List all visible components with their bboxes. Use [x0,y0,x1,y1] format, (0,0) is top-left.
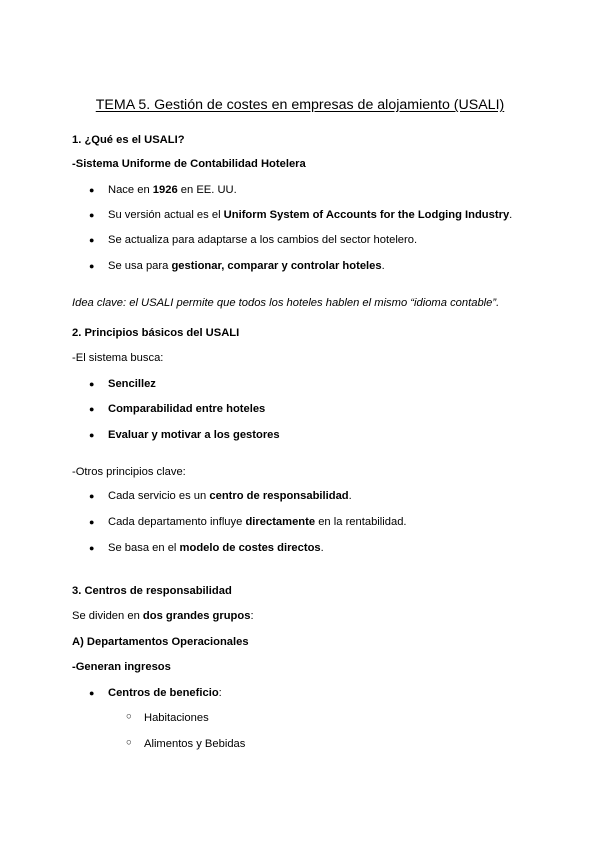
bullet-icon: ● [89,543,95,553]
group-a-heading: A) Departamentos Operacionales [72,636,249,648]
bullet-icon: ● [89,517,95,527]
bullet-icon: ● [89,430,95,440]
section-2-intro: -El sistema busca: [72,352,164,364]
list-item: ● Evaluar y motivar a los gestores [89,429,280,441]
sub-list-item: ○ Habitaciones [126,711,209,724]
section-2-heading: 2. Principios básicos del USALI [72,327,240,339]
bullet-icon: ● [89,491,95,501]
list-item: ● Se actualiza para adaptarse a los cambios del sector hotelero. [89,234,418,246]
circle-bullet-icon: ○ [126,737,132,748]
bullet-icon: ● [89,210,95,220]
generan-ingresos: -Generan ingresos [72,661,171,673]
list-item: ● Cada servicio es un centro de responsabilidad. [89,490,352,502]
key-idea-note: Idea clave: el USALI permite que todos los hoteles hablen el mismo “idioma contable”. [72,297,500,309]
bullet-icon: ● [89,379,95,389]
list-item: ● Su versión actual es el Uniform System of Accounts for the Lodging Industry. [89,209,513,221]
bullet-icon: ● [89,235,95,245]
circle-bullet-icon: ○ [126,711,132,722]
list-item: ● Comparabilidad entre hoteles [89,403,266,415]
bullet-icon: ● [89,404,95,414]
bullet-icon: ● [89,185,95,195]
list-item: ● Se usa para gestionar, comparar y controlar hoteles. [89,260,385,272]
section-2-intro-2: -Otros principios clave: [72,466,186,478]
bullet-icon: ● [89,688,95,698]
sub-list-item: ○ Alimentos y Bebidas [126,737,246,750]
list-item: ● Nace en 1926 en EE. UU. [89,184,237,196]
list-item: ● Centros de beneficio: [89,687,222,699]
list-item: ● Cada departamento influye directamente en la rentabilidad. [89,516,407,528]
list-item: ● Se basa en el modelo de costes directos. [89,542,324,554]
section-1-subheading: -Sistema Uniforme de Contabilidad Hotelera [72,158,306,170]
section-3-intro: Se dividen en dos grandes grupos: [72,610,254,622]
list-item: ● Sencillez [89,378,156,390]
document-title: TEMA 5. Gestión de costes en empresas de alojamiento (USALI) [95,97,505,113]
bullet-icon: ● [89,261,95,271]
section-1-heading: 1. ¿Qué es el USALI? [72,134,185,146]
section-3-heading: 3. Centros de responsabilidad [72,585,232,597]
